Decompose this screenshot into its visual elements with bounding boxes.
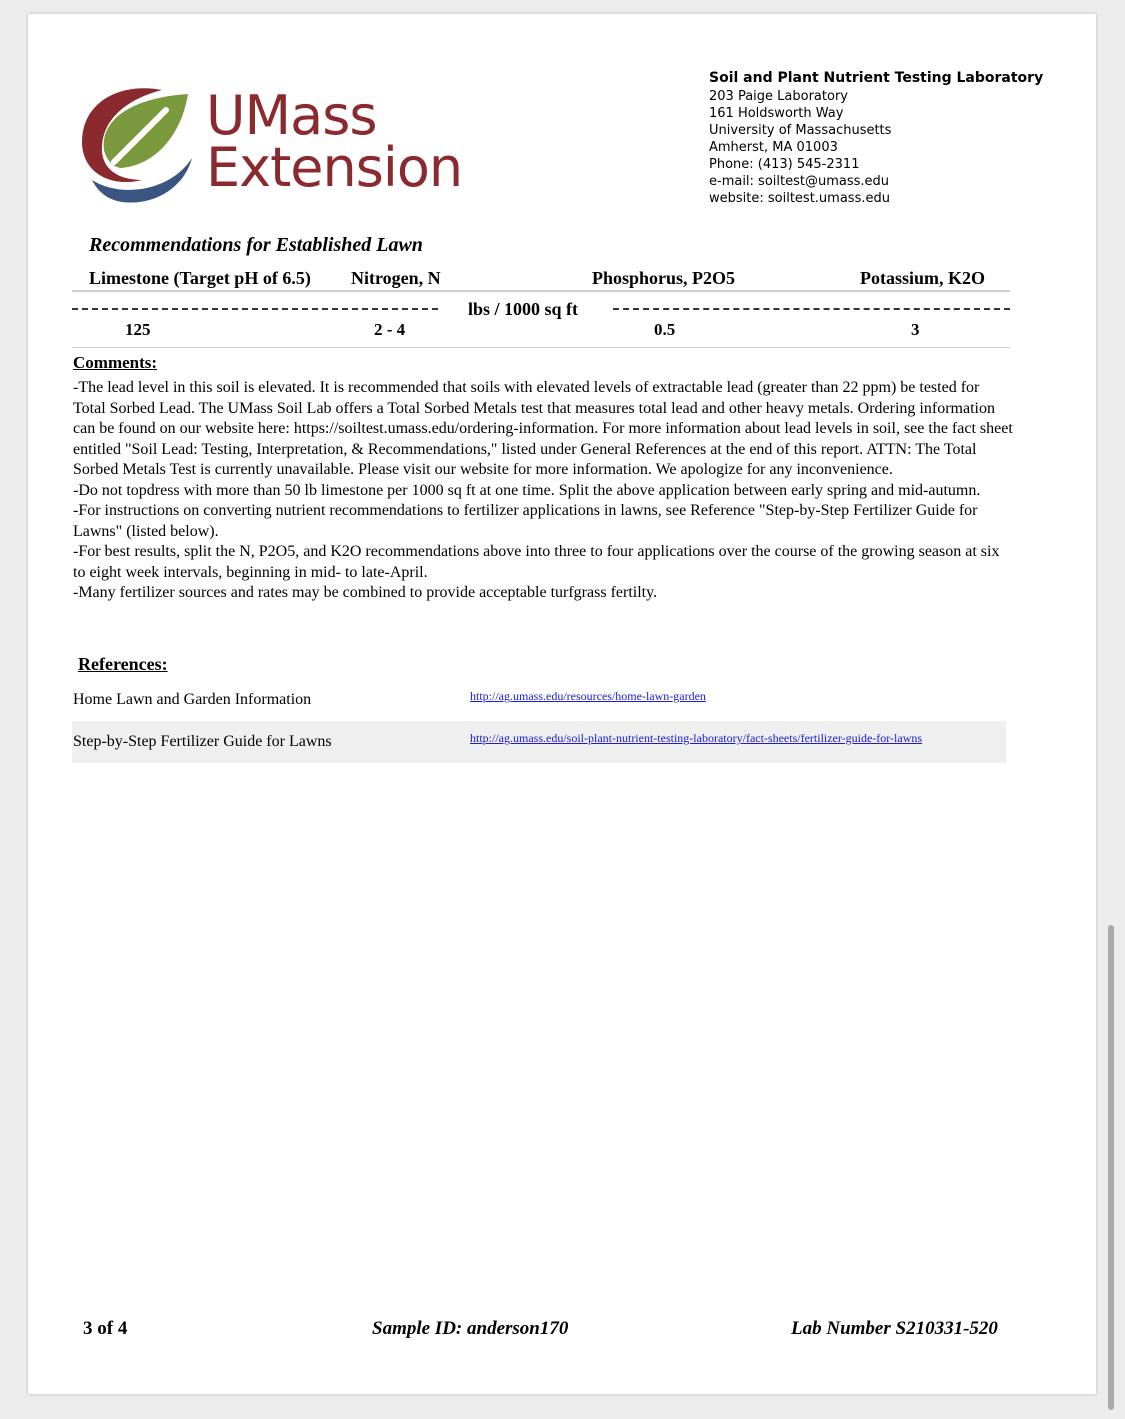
value-limestone: 125 [125,320,151,339]
header-nitrogen: Nitrogen, N [351,268,441,288]
comments-title: Comments: [73,353,158,372]
logo-wordmark [206,84,463,199]
logo-line-umass: UMass [206,84,377,147]
lab-email: e-mail: soiltest@umass.edu [709,174,890,189]
comment-paragraph: -The lead level in this soil is elevated. It is recommended that soils with elevated levels of extractable lead (greater than 22 ppm) be tested for Total Sorbed Lead. The UMass Soil Lab offers a Total Sorbed Metals test that measures total lead and other heavy metals. Ordering information can be found on our website here: https://soiltest.umass.edu/ordering-information. For more information about lead levels in soil, see the fact sheet entitled "Soil Lead: Testing, Interpretation, & Recommendations," listed under General References at the end of this report. ATTN: The Total Sorbed Metals Test is currently unavailable. Please visit our website for more information. We apologize for any inconvenience. [73,379,1013,478]
lab-address-line: University of Massachusetts [709,123,892,138]
lab-website: website: soiltest.umass.edu [709,191,890,206]
comments-body [73,378,1013,604]
lab-address-line: Amherst, MA 01003 [709,140,838,155]
comment-paragraph: -For instructions on converting nutrient recommendations to fertilizer applications in lawns, see Reference "Step-by-Step Fertilizer Guide for Lawns" (listed below). [73,502,978,540]
reference-row [72,679,1006,721]
header-phosphorus: Phosphorus, P2O5 [592,268,736,288]
report-page [28,14,1096,1394]
lab-number: Lab Number S210331-520 [791,1318,998,1339]
comment-paragraph: -Many fertilizer sources and rates may be combined to provide acceptable turfgrass fertilty. [73,584,658,601]
reference-row [72,721,1006,763]
header-potassium: Potassium, K2O [860,268,986,288]
sample-id: Sample ID: anderson170 [372,1318,569,1339]
logo-line-extension: Extension [206,136,463,199]
reference-link-home-lawn[interactable]: http://ag.umass.edu/resources/home-lawn-garden [470,689,706,703]
vertical-scrollbar[interactable] [1108,925,1114,1410]
dashed-rule-right [613,308,1010,310]
lab-address-line: 203 Paige Laboratory [709,89,848,104]
reference-name: Step-by-Step Fertilizer Guide for Lawns [73,733,332,750]
comment-paragraph: -Do not topdress with more than 50 lb limestone per 1000 sq ft at one time. Split the above application between early spring and mid-autumn. [73,481,981,499]
comment-paragraph: -For best results, split the N, P2O5, and K2O recommendations above into three to four applications over the course of the growing season at six to eight week intervals, beginning in mid- to late-April. [73,543,1000,581]
page-number: 3 of 4 [83,1318,128,1339]
references-title: References: [78,654,168,674]
lab-name: Soil and Plant Nutrient Testing Laboratory [709,70,1044,86]
units-label: lbs / 1000 sq ft [468,299,579,319]
umass-leaf-logo-icon [70,80,200,205]
values-rule [72,347,1010,348]
header-rule [72,290,1010,292]
dashed-rule-left [72,308,438,310]
value-phosphorus: 0.5 [654,320,676,339]
reference-link-fertilizer-guide[interactable]: http://ag.umass.edu/soil-plant-nutrient-testing-laboratory/fact-sheets/fertilizer-guide-for-lawns [470,731,923,745]
value-nitrogen: 2 - 4 [374,320,406,339]
lab-address-line: 161 Holdsworth Way [709,106,844,121]
recommendations-title: Recommendations for Established Lawn [89,234,423,256]
reference-name: Home Lawn and Garden Information [73,691,312,708]
header-limestone: Limestone (Target pH of 6.5) [89,268,311,288]
lab-phone: Phone: (413) 545-2311 [709,157,860,172]
lab-address [709,70,1043,207]
value-potassium: 3 [911,320,920,339]
